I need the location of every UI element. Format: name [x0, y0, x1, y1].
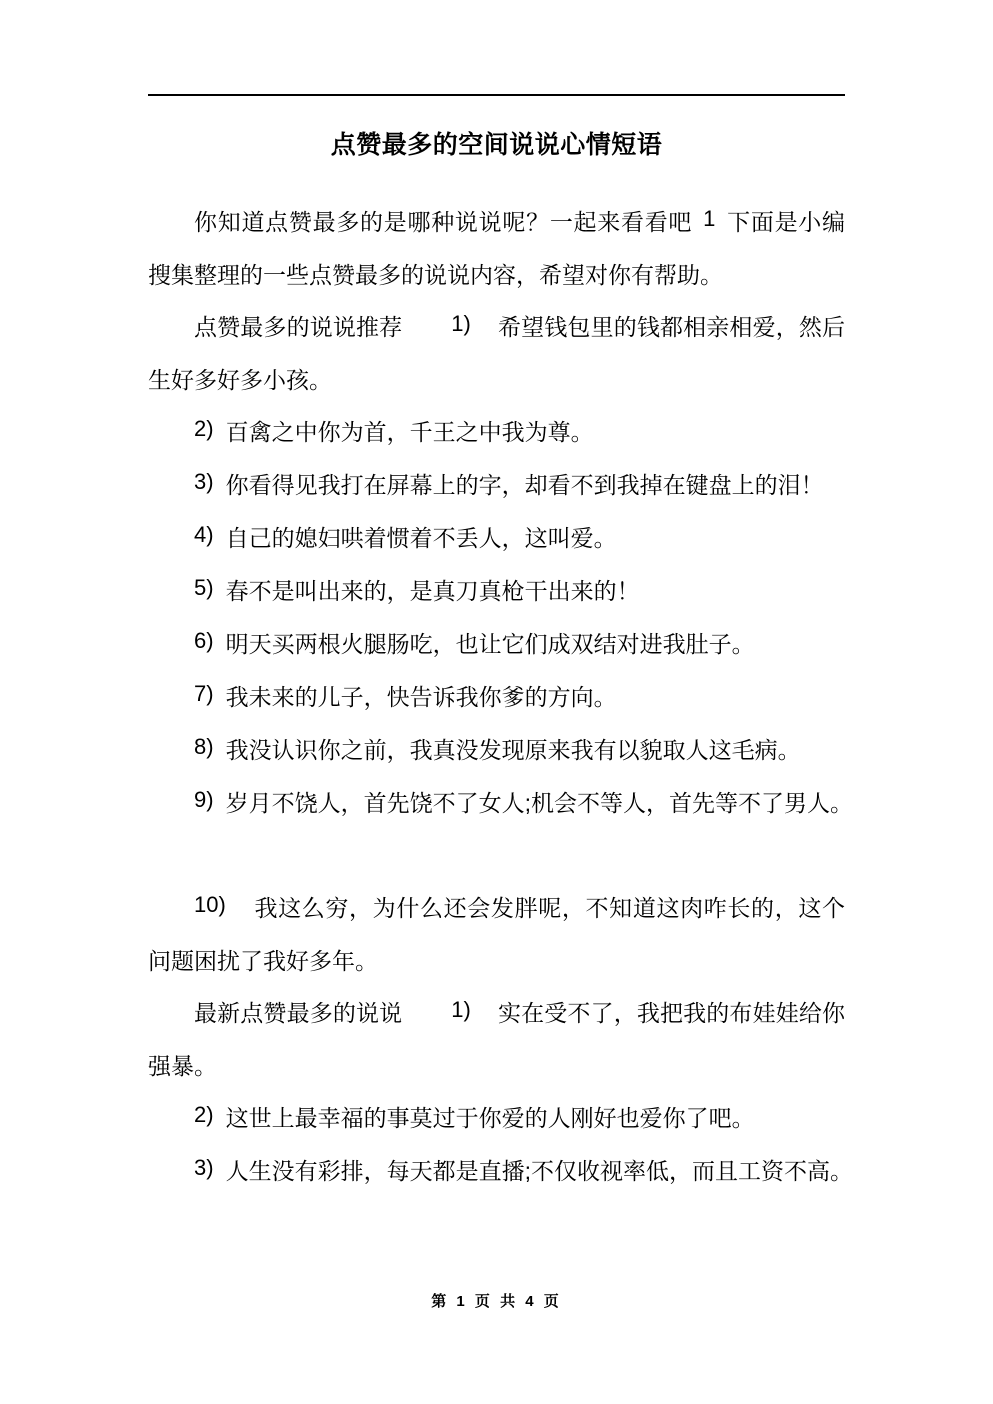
list-item	[148, 1092, 845, 1145]
list-number: 7)	[194, 681, 214, 706]
section1-lead-paragraph	[148, 301, 845, 406]
list-item	[148, 406, 845, 459]
list-number: 3)	[194, 469, 214, 494]
list-item	[148, 671, 845, 724]
list-item-text: 春不是叫出来的，是真刀真枪干出来的！	[225, 578, 640, 604]
list-item-text: 百禽之中你为首，千王之中我为尊。	[225, 419, 594, 445]
list-item-text: 希望钱包里的钱都相亲相爱，然后生好多好多小孩。	[148, 314, 846, 393]
list-item-text: 我未来的儿子，快告诉我你爹的方向。	[225, 684, 617, 710]
list-number: 9)	[194, 787, 214, 812]
list-item	[148, 1145, 853, 1198]
list-item-text: 我没认识你之前，我真没发现原来我有以貌取人这毛病。	[225, 737, 801, 763]
list-item	[148, 459, 845, 512]
section2-lead-text: 最新点赞最多的说说	[194, 1000, 403, 1026]
list-number: 8)	[194, 734, 214, 759]
list-item-text: 我这么穷，为什么还会发胖呢，不知道这肉咋长的，这个问题困扰了我好多年。	[148, 895, 845, 974]
inline-list-number: 1	[703, 206, 716, 231]
list-item	[148, 724, 845, 777]
header-rule	[148, 94, 845, 96]
intro-text-before: 你知道点赞最多的是哪种说说呢？一起来看看吧	[194, 209, 693, 235]
list-number: 5)	[194, 575, 214, 600]
list-item-10	[148, 882, 845, 987]
list-number: 6)	[194, 628, 214, 653]
list-item-text: 明天买两根火腿肠吃，也让它们成双结对进我肚子。	[225, 631, 755, 657]
intro-text-after: 下面是小编搜集整理的一些点赞最多的说说内容，希望对你有帮助。	[148, 209, 846, 288]
document-body	[148, 196, 853, 1198]
list-item-text: 自己的媳妇哄着惯着不丢人，这叫爱。	[225, 525, 617, 551]
list-item-text: 岁月不饶人，首先饶不了女人;机会不等人，首先等不了男人。	[225, 790, 853, 816]
list-item-text: 这世上最幸福的事莫过于你爱的人刚好也爱你了吧。	[225, 1105, 755, 1131]
list-item-text: 你看得见我打在屏幕上的字，却看不到我掉在键盘上的泪！	[225, 472, 824, 498]
section1-lead-text: 点赞最多的说说推荐	[194, 314, 403, 340]
blank-line	[148, 830, 845, 882]
list-item	[148, 618, 845, 671]
list-item	[148, 777, 853, 830]
page-footer: 第 1 页 共 4 页	[431, 1293, 562, 1310]
page-title: 点赞最多的空间说说心情短语	[330, 131, 663, 159]
list-item-text: 实在受不了，我把我的布娃娃给你强暴。	[148, 1000, 846, 1079]
list-item-text: 人生没有彩排，每天都是直播;不仅收视率低，而且工资不高。	[225, 1158, 853, 1184]
list-item	[148, 512, 845, 565]
list-number: 10)	[194, 892, 226, 917]
list-number: 2)	[194, 416, 214, 441]
intro-paragraph	[148, 196, 845, 301]
list-number: 2)	[194, 1102, 214, 1127]
section2-lead-paragraph	[148, 987, 845, 1092]
list-number: 1)	[451, 997, 471, 1022]
list-number: 3)	[194, 1155, 214, 1180]
list-item	[148, 565, 845, 618]
list-number: 1)	[451, 311, 471, 336]
list-number: 4)	[194, 522, 214, 547]
